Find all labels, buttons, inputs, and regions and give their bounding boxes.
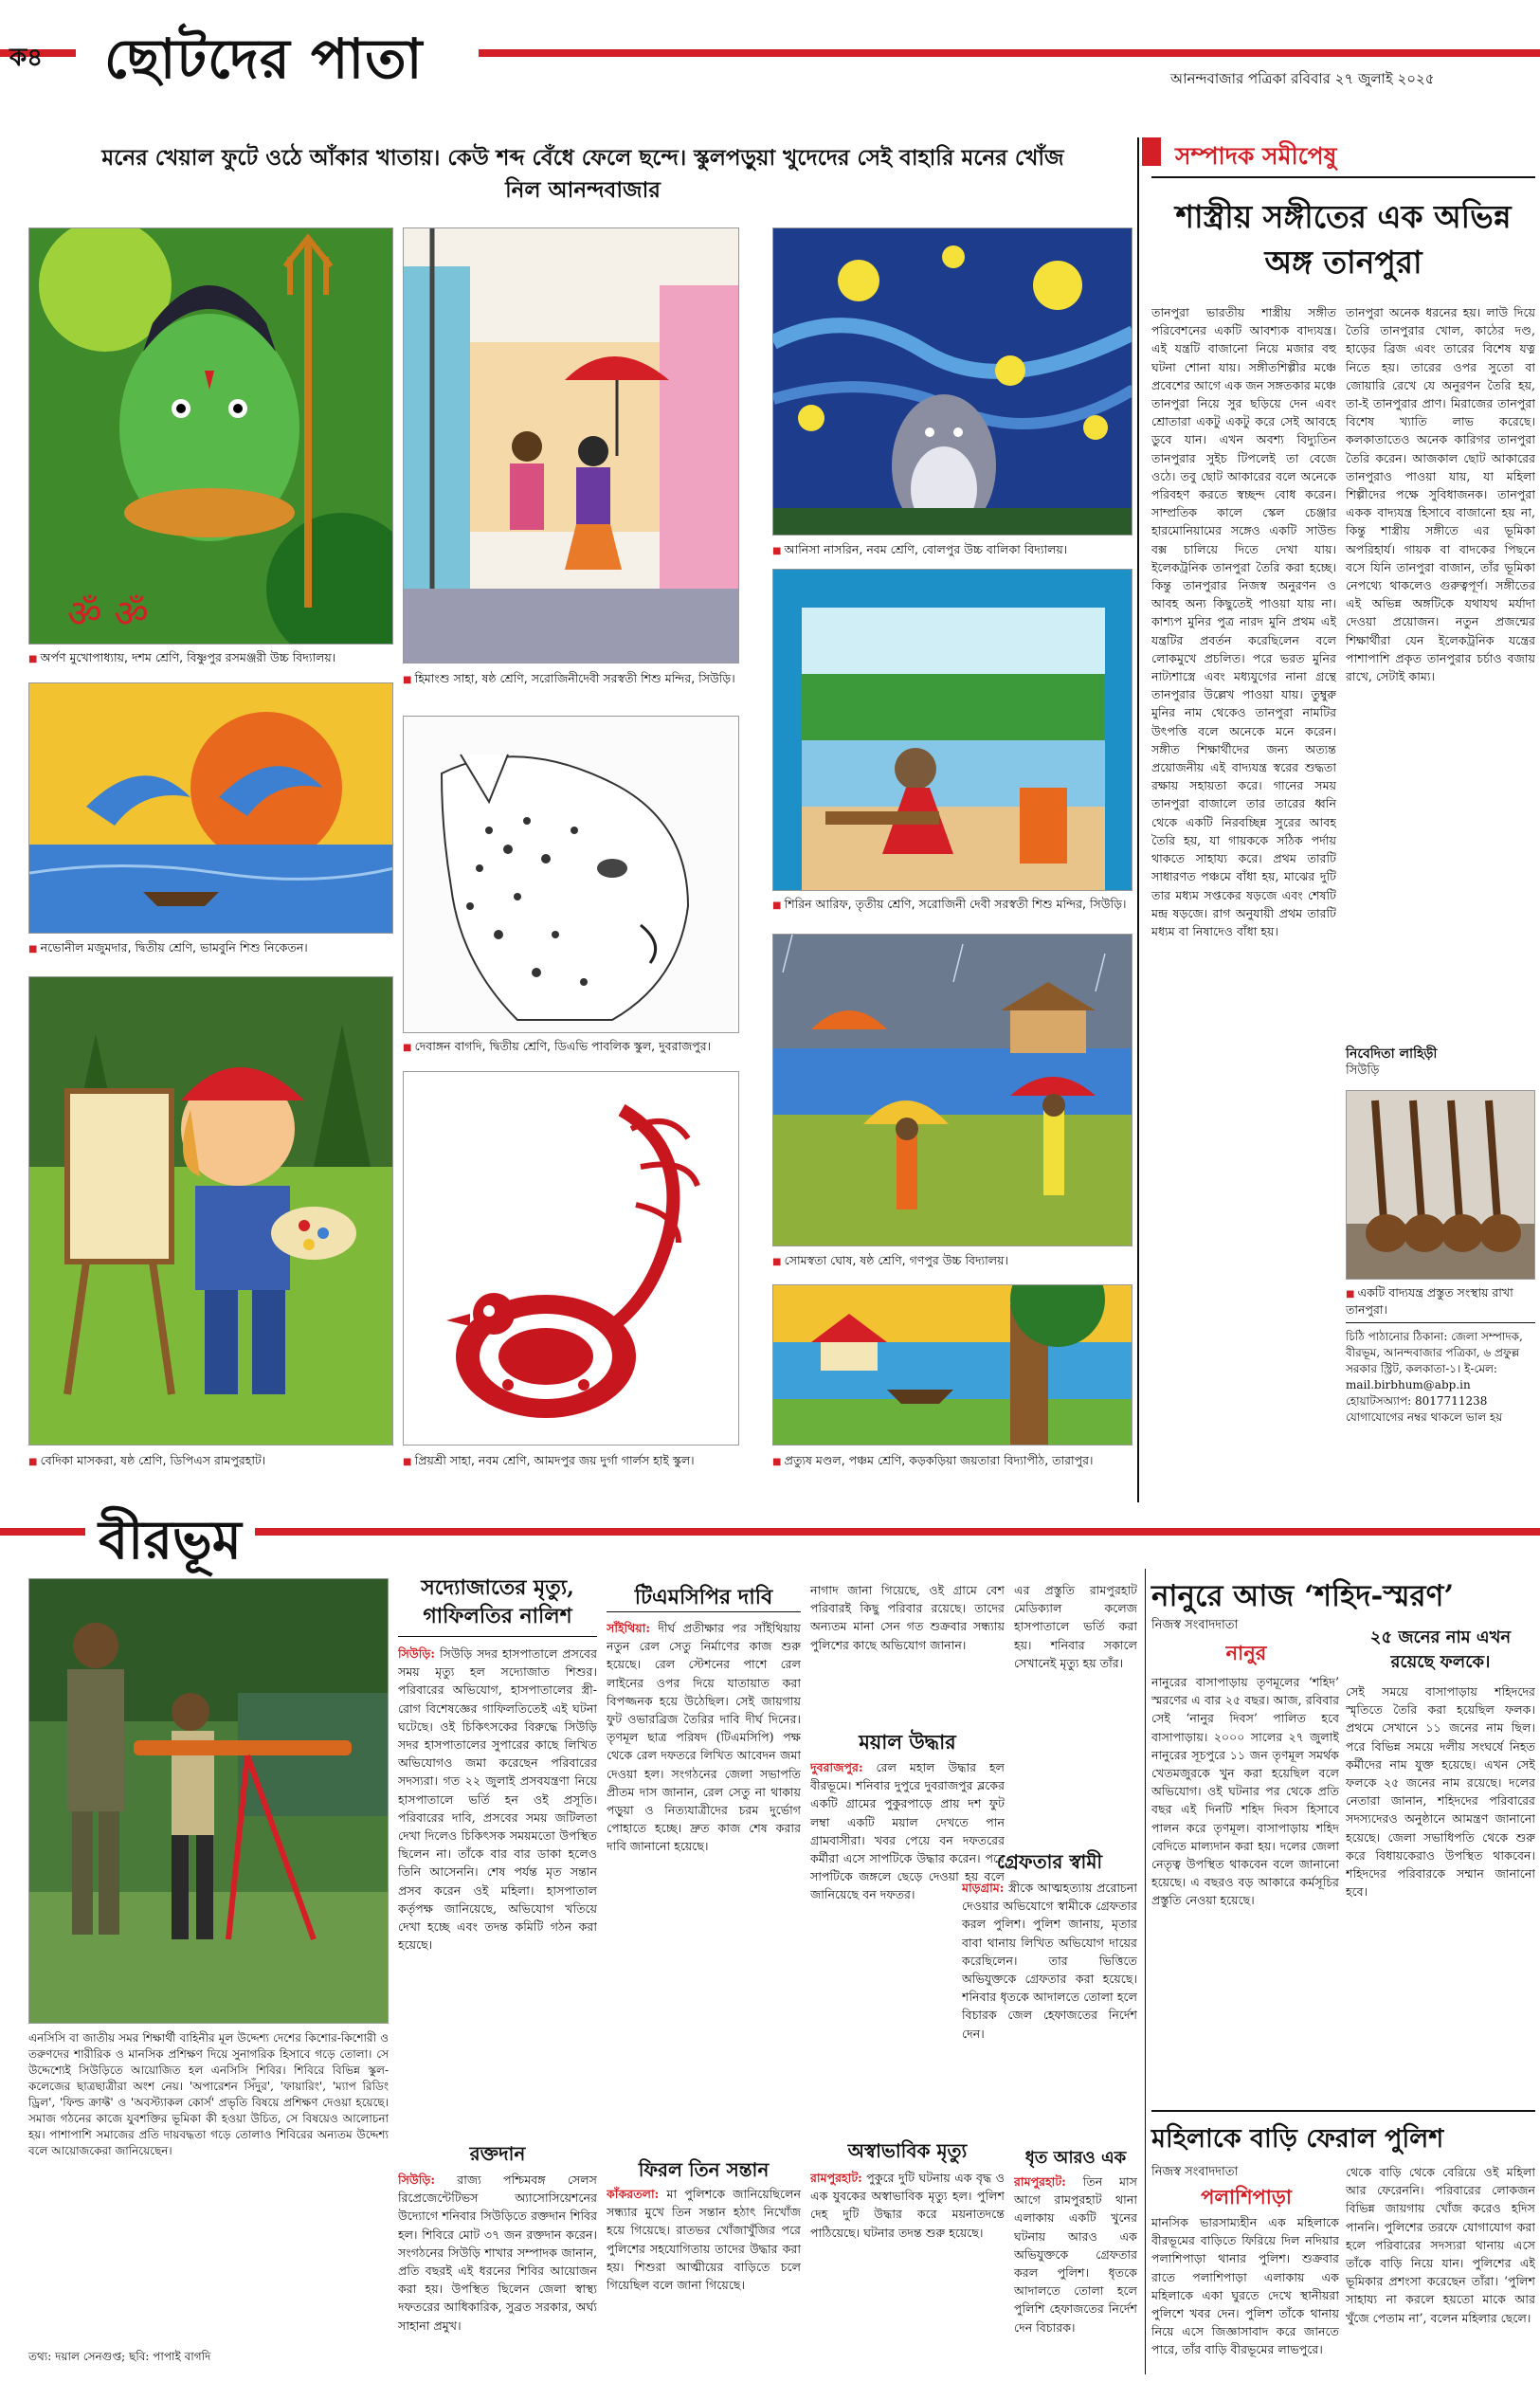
story3-place2: রামপুরহাট: (810, 2171, 862, 2185)
story6-place: পলাশিপাড়া (1201, 2185, 1292, 2209)
story5-byline: নিজস্ব সংবাদদাতা (1151, 1618, 1239, 1632)
caption-8: ■ বেদিকা মাসকরা, ষষ্ঠ শ্রেণি, ডিপিএস রামপুরহাট। (28, 1453, 393, 1470)
story1-body (398, 1645, 597, 2133)
artwork-painter-boy (28, 976, 393, 1446)
caption-9: ■ প্রিয়শ্রী সাহা, নবম শ্রেণি, আমদপুর জয় দুর্গা গার্লস হাই স্কুল। (403, 1453, 739, 1470)
section-title: বীরভূম (85, 1500, 255, 1589)
story5-body: নানুরের বাসাপাড়ায় তৃণমূলের ‘শহিদ’ স্মরণের এ বার ২৫ বছর। আজ, রবিবার সেই ‘নানুর দিবস’ পালিত হবে বাসাপাড়ায়। ২০০০ সালের ২৭ জুলাই নানুরের সূচপুরে ১১ জন তৃণমূল সমর্থক খেতমজুরকে খুন করা হয়েছিল বলে অভিযোগ। ওই ঘটনার পর থেকে প্রতি বছর এই দিনটি শহিদ দিবস হিসাবে পালন করে তৃণমূল। বাসাপাড়ায় শহিদ বেদিতে মাল্যদান করা হয়। দলের জেলা নেতৃত্ব উপস্থিত থাকবেন বলে জানানো হয়েছে। এ বছরও বড় আকারে কর্মসূচির প্রস্তুতি নেওয়া হয়েছে। (1151, 1675, 1339, 1908)
story5-divider (1145, 1569, 1146, 2374)
story2-body (607, 1619, 801, 2150)
story6-headline: মহিলাকে বাড়ি ফেরাল পুলিশ (1151, 2124, 1444, 2154)
caption-6: ■ শিরিন আরিফ, তৃতীয় শ্রেণি, সরোজিনী দেবী সরস্বতী শিশু মন্দির, সিউড়ি। (772, 897, 1132, 914)
editorial-signature-place: সিউড়ি (1346, 1064, 1380, 1078)
story4-place2: রামপুরহাট: (1014, 2174, 1066, 2189)
story5-body2: সেই সময়ে বাসাপাড়ায় শহিদদের স্মৃতিতে তৈরি করা হয়েছিল ফলক। প্রথমে সেখানে ১১ জনের নাম ছিল। পরে বিভিন্ন সময়ে দলীয় সংঘর্ষে নিহত কর্মীদের নাম যুক্ত হয়েছে। এখন সেই ফলকে ২৫ জনের নাম রয়েছে। দলের নেতারা জানান, শহিদদের পরিবারের সদস্যদেরও অনুষ্ঠানে আমন্ত্রণ জানানো হয়েছে। জেলা সভাধিপতি থেকে শুরু করে বিধায়কেরাও উপস্থিত থাকবেন। শহিদদের পরিবারকে সম্মান জানানো হবে। (1346, 1684, 1535, 1900)
caption-5: ■ দেবাঙ্গন বাগদি, দ্বিতীয় শ্রেণি, ডিএভি পাবলিক স্কুল, দুবরাজপুর। (403, 1039, 739, 1056)
caption-3: ■ আনিসা নাসরিন, নবম শ্রেণি, বোলপুর উচ্চ বালিকা বিদ্যালয়। (772, 542, 1132, 559)
story1-text: সিউড়ি সদর হাসপাতালে প্রসবের সময় মৃত্যু হল সদ্যোজাত শিশুর। পরিবারের অভিযোগ, হাসপাতালের স্ত্রী-রোগ বিশেষজ্ঞের গাফিলতিতেই এই ঘটনা ঘটেছে। ওই চিকিৎসকের বিরুদ্ধে সিউড়ি সদর হাসপাতালের সুপারের কাছে লিখিত অভিযোগও জমা করেছেন পরিবারের সদস্যরা। গত ২২ জুলাই প্রসবযন্ত্রণা নিয়ে হাসপাতালে ভর্তি হন ওই প্রসূতি। পরিবারের দাবি, প্রসবের সময় জটিলতা দেখা দিলেও চিকিৎসক সময়মতো উপস্থিত ছিলেন না। তাঁকে বার বার ডাকা হলেও তিনি আসেননি। শেষ পর্যন্ত মৃত সন্তান প্রসব করেন ওই মহিলা। হাসপাতাল কর্তৃপক্ষ জানিয়েছে, অভিযোগ খতিয়ে দেখা হচ্ছে এবং তদন্ত কমিটি গঠন করা হয়েছে। (398, 1646, 597, 1953)
ncc-caption: এনসিসি বা জাতীয় সমর শিক্ষার্থী বাহিনীর মূল উদ্দেশ্য দেশের কিশোর-কিশোরী ও তরুণদের শারীরিক ও মানসিক প্রশিক্ষণ দিয়ে সুনাগরিক হিসাবে গড়ে তোলা। সে উদ্দেশ্যেই সিউড়িতে আয়োজিত হল এনসিসি শিবির। শিবিরে বিভিন্ন স্কুল-কলেজের ছাত্রছাত্রীরা অংশ নেয়। 'অপারেশন সিঁদুর', 'ফায়ারিং', 'ম্যাপ রিডিং ড্রিল', 'ফিল্ড ক্রাফ্ট' ও 'অবস্ট্যাকল কোর্স' প্রভৃতি বিষয়ে প্রশিক্ষণ দেওয়া হয়েছে। সমাজ গঠনের কাজে যুবশক্তির ভূমিকা কী হওয়া উচিত, সে বিষয়েও আলোচনা হয়। পাশাপাশি সমাজের প্রতি দায়বদ্ধতা গড়ে তোলাও শিবিরের অন্যতম উদ্দেশ্য বলে আয়োজকেরা জানিয়েছেন। (28, 2031, 389, 2157)
tanpura-caption: ■ একটি বাদ্যযন্ত্র প্রস্তুত সংস্থায় রাখা তানপুরা। (1346, 1285, 1535, 1318)
editorial-kicker: সম্পাদক সমীপেষু (1175, 142, 1337, 170)
artwork-rain-village (772, 934, 1132, 1246)
page-number: ক৪ (9, 44, 44, 72)
intro-line-2: নিল আনন্দবাজার (505, 177, 661, 203)
editorial-headline: শাস্ত্রীয় সঙ্গীতের এক অভিন্ন অঙ্গ তানপুরা (1175, 198, 1512, 281)
story2b-text: মা পুলিশকে জানিয়েছিলেন সন্ধ্যার মুখে তিন সন্তান হঠাৎ নিখোঁজ হয়ে গিয়েছে। রাতভর খোঁজাখুঁজির পরে পুলিশের সহযোগিতায় তাদের উদ্ধার করা হয়। শিশুরা আত্মীয়ের বাড়িতে চলে গিয়েছিল বলে জানা গিয়েছে। (607, 2187, 801, 2293)
artwork-cheetah-sketch (403, 716, 739, 1033)
story3-intro: নাগাদ জানা গিয়েছে, ওই গ্রামে বেশ পরিবারই কিছু পরিবার রয়েছে। তাদের অন্যতম মানা সেন গত শুক্রবার সন্ধ্যায় পুলিশের কাছে অভিযোগ জানান। (810, 1583, 1005, 1652)
artwork-balcony-view (772, 569, 1132, 891)
story4-body (962, 1879, 1137, 2135)
editorial-signature: নিবেদিতা লাহিড়ী (1346, 1046, 1438, 1062)
dateline: আনন্দবাজার পত্রিকা রবিবার ২৭ জুলাই ২০২৫ (1170, 70, 1435, 87)
artwork-peacock-pattern (403, 1071, 739, 1446)
editorial-contact: চিঠি পাঠানোর ঠিকানা: জেলা সম্পাদক, বীরভূম, আনন্দবাজার পত্রিকা, ৬ প্রফুল্ল সরকার স্ট্রিট, কলকাতা-১। ই-মেল: mail.birbhum@abp.in হোয়াটসঅ্যাপ: 8017711238 যোগাযোগের নম্বর থাকলে ভাল হয় (1346, 1330, 1523, 1424)
story2-headline: টিএমসিপির দাবি (634, 1585, 773, 1609)
artwork-birds (28, 682, 393, 934)
editorial-body-col2: তানপুরা অনেক ধরনের হয়। লাউ দিয়ে তৈরি তানপুরার খোল, কাঠের দণ্ড, হাড়ের ব্রিজ এবং তারের বিশেষ যত্ন নিতে হয়। তারের ওপর সুতো বা জোয়ারি রেখে যে অনুরণন তৈরি হয়, তা-ই তানপুরার প্রাণ। মিরাজের তানপুরা বিশেষ খ্যাতি লাভ করেছে। কলকাতাতেও অনেক কারিগর তানপুরা তৈরি করেন। আজকাল ছোট আকারের তানপুরাও পাওয়া যায়, যা মহিলা শিল্পীদের পক্ষে সুবিধাজনক। তানপুরা একক বাদ্যযন্ত্র হিসাবে বাজানো হয় না, কিন্তু শাস্ত্রীয় সঙ্গীতে এর ভূমিকা অপরিহার্য। গায়ক বা বাদকের পিছনে বসে যিনি তানপুরা বাজান, তাঁর ভূমিকা নেপথ্যে থাকলেও গুরুত্বপূর্ণ। সঙ্গীতের এই অভিন্ন অঙ্গটিকে যথাযথ মর্যাদা দেওয়া প্রয়োজন। নতুন প্রজন্মের শিক্ষার্থীরা যেন ইলেকট্রনিক যন্ত্রের পাশাপাশি প্রকৃত তানপুরার চর্চাও বজায় রাখে, সেটাই কাম্য। (1346, 305, 1535, 684)
story2b-place: কাঁকরতলা: (607, 2187, 660, 2201)
story4-body2 (1014, 2173, 1137, 2370)
caption-1: ■ অর্পণ মুখোপাধ্যায়, দশম শ্রেণি, বিষ্ণুপুর রসমঞ্জরী উচ্চ বিদ্যালয়। (28, 650, 393, 667)
tanpura-photo (1346, 1090, 1535, 1280)
story5-headline: নানুরে আজ ‘শহিদ-স্মরণ’ (1151, 1579, 1455, 1613)
contact-rule (1346, 1322, 1535, 1323)
story4-text: স্ত্রীকে আত্মহত্যায় প্ররোচনা দেওয়ার অভিযোগে স্বামীকে গ্রেফতার করল পুলিশ। পুলিশ জানায়, মৃতার বাবা থানায় লিখিত অভিযোগ দায়ের করেছিলেন। তার ভিত্তিতে অভিযুক্তকে গ্রেফতার করা হয়েছে। শনিবার ধৃতকে আদালতে তোলা হলে বিচারক জেল হেফাজতের নির্দেশ দেন। (962, 1881, 1137, 2041)
story6-body: মানসিক ভারসাম্যহীন এক মহিলাকে বীরভূমের বাড়িতে ফিরিয়ে দিল নদিয়ার পলাশিপাড়া থানার পুলিশ। শুক্রবার রাতে পলাশিপাড়া এলাকায় এক মহিলাকে একা ঘুরতে দেখে স্থানীয়রা পুলিশে খবর দেন। পুলিশ তাঁকে থানায় নিয়ে এসে জিজ্ঞাসাবাদ করে জানতে পারে, তাঁর বাড়ি বীরভূমের লাভপুরে। (1151, 2215, 1339, 2357)
story1b-place: সিউড়ি: (398, 2173, 435, 2187)
artwork-river-tree (772, 1284, 1132, 1446)
caption-7: ■ সোমস্বতা ঘোষ, ষষ্ঠ শ্রেণি, গণপুর উচ্চ বিদ্যালয়। (772, 1253, 1132, 1270)
story6-body2: থেকে বাড়ি থেকে বেরিয়ে ওই মহিলা আর ফেরেননি। পরিবারের লোকজন বিভিন্ন জায়গায় খোঁজ করেও হদিস পাননি। পুলিশের তরফে যোগাযোগ করা হলে পরিবারের সদস্যরা থানায় এসে তাঁকে বাড়ি নিয়ে যান। পুলিশের এই ভূমিকার প্রশংসা করেছেন তাঁরা। ‘পুলিশ সাহায্য না করলে হয়তো মাকে আর খুঁজে পেতাম না’, বলেন মহিলার ছেলে। (1346, 2165, 1535, 2325)
caption-2: ■ হিমাংশু সাহা, ষষ্ঠ শ্রেণি, সরোজিনীদেবী সরস্বতী শিশু মন্দির, সিউড়ি। (403, 671, 739, 688)
story3-place: দুবরাজপুর: (810, 1760, 863, 1774)
story2-text: দীর্ঘ প্রতীক্ষার পর সাঁইথিয়ায় নতুন রেল সেতু নির্মাণের কাজ শুরু হয়েছে। রেল স্টেশনের পাশে রেল লাইনের ওপর দিয়ে যাতায়াত করা বিপজ্জনক হয়ে উঠেছিল। সেই জায়গায় ফুট ওভারব্রিজ তৈরির দাবি দীর্ঘ দিনের। তৃণমূল ছাত্র পরিষদ (টিএমসিপি) পক্ষ থেকে রেল দফতরে লিখিত আবেদন জমা দেওয়া হল। সংগঠনের জেলা সভাপতি প্রীতম দাস জানান, রেল সেতু না থাকায় পড়ুয়া ও নিত্যযাত্রীদের চরম দুর্ভোগ পোহাতে হচ্ছে। দ্রুত কাজ শেষ করার দাবি জানানো হয়েছে। (607, 1621, 801, 1854)
story4-place: মাড়গ্রাম: (962, 1881, 1005, 1895)
svg-text:ॐ ॐ: ॐ ॐ (67, 592, 149, 636)
story3-text2: পুকুরে দুটি ঘটনায় এক বৃদ্ধ ও এক যুবকের অস্বাভাবিক মৃত্যু হল। পুলিশ দেহ দুটি উদ্ধার করে ময়নাতদন্তে পাঠিয়েছে। ঘটনার তদন্ত শুরু হয়েছে। (810, 2171, 1005, 2240)
page-title: ছোটদের পাতা (104, 27, 424, 91)
story1b-headline: রক্তদান (469, 2142, 526, 2165)
story1-rule (398, 1636, 597, 1637)
story3-headline: ময়াল উদ্ধার (859, 1730, 956, 1754)
intro-line-1: মনের খেয়াল ফুটে ওঠে আঁকার খাতায়। কেউ শব্দ বেঁধে ফেলে ছন্দে। স্কুলপড়ুয়া খুদেদের সেই বাহারি মনের খোঁজ (101, 145, 1064, 171)
story2-place: সাঁইথিয়া: (607, 1621, 651, 1635)
story4-headline2: ধৃত আরও এক (1024, 2148, 1127, 2168)
intro-text (28, 142, 1137, 207)
story1-place: সিউড়ি: (398, 1646, 435, 1661)
story2-rule (607, 1611, 801, 1612)
caption-4: ■ নভোনীল মজুমদার, দ্বিতীয় শ্রেণি, ভামবুনি শিশু নিকেতন। (28, 940, 393, 957)
story3-body2 (810, 2169, 1005, 2370)
column-divider (1137, 137, 1139, 1502)
caption-10: ■ প্রত্যুষ মণ্ডল, পঞ্চম শ্রেণি, কড়কড়িয়া জয়তারা বিদ্যাপীঠ, তারাপুর। (772, 1453, 1132, 1470)
story4-headline: গ্রেফতার স্বামী (996, 1850, 1103, 1873)
story5-sub: ২৫ জনের নাম এখন রয়েছে ফলকে। (1369, 1627, 1512, 1672)
header-red-bar-right (479, 49, 1540, 57)
story5-place: নানুর (1225, 1641, 1267, 1664)
story6-rule (1151, 2110, 1535, 2112)
story1b-text: রাজ্য পশ্চিমবঙ্গ সেলস রিপ্রেজেন্টেটিভস অ্যাসোসিয়েশনের উদ্যোগে শনিবার সিউড়িতে রক্তদান শিবির হল। শিবিরে মোট ৩৭ জন রক্তদান করেন। সংগঠনের সিউড়ি শাখার সম্পাদক জানান, প্রতি বছরই এই ধরনের শিবির আয়োজন করা হয়। উপস্থিত ছিলেন জেলা স্বাস্থ্য দফতরের আধিকারিক, সুব্রত সরকার, অর্ঘ্য সাহানা প্রমুখ। (398, 2173, 597, 2333)
story1b-body (398, 2171, 597, 2370)
story3-text: রেল মহাল উদ্ধার হল বীরভূমে। শনিবার দুপুরে দুবরাজপুর ব্লকের একটি গ্রামের পুকুরপাড়ে প্রায় দশ ফুট লম্বা একটি ময়াল দেখতে পান গ্রামবাসীরা। খবর পেয়ে বন দফতরের কর্মীরা এসে সাপটিকে উদ্ধার করেন। পরে সাপটিকে জঙ্গলে ছেড়ে দেওয়া হয় বলে জানিয়েছে বন দফতর। (810, 1760, 1005, 1902)
story4-text2: তিন মাস আগে রামপুরহাট থানা এলাকায় একটি খুনের ঘটনায় আরও এক অভিযুক্তকে গ্রেফতার করল পুলিশ। ধৃতকে আদালতে তোলা হলে পুলিশি হেফাজতের নির্দেশ দেন বিচারক। (1014, 2174, 1137, 2335)
editorial-kicker-rule (1151, 176, 1535, 178)
artwork-shiva (28, 227, 393, 645)
story2b-headline: ফিরল তিন সন্তান (638, 2158, 770, 2181)
story3-headline2: অস্বাভাবিক মৃত্যু (847, 2139, 968, 2162)
story1-headline: সদ্যোজাতের মৃত্যু, গাফিলতির নালিশ (421, 1575, 574, 1628)
ncc-credit: তথ্য: দয়াল সেনগুপ্ত; ছবি: পাপাই বাগদি (28, 2350, 211, 2363)
editorial-body-col1: তানপুরা ভারতীয় শাস্ত্রীয় সঙ্গীত পরিবেশনের একটি আবশ্যক বাদ্যযন্ত্র। এই যন্ত্রটি বাজানো নিয়ে মজার বহু ঘটনা শোনা যায়। সঙ্গীতশিল্পীর মঞ্চে প্রবেশের আগে এক জন সঙ্গতকার মঞ্চে তানপুরা নিয়ে সুর ছড়িয়ে দেন এবং শ্রোতারা একটু একটু করে সেই আবহে ডুবে যান। এখন অবশ্য বিদ্যুতিন তানপুরার সুইচ টিপলেই তা বেজে ওঠে। তবু ছোট আকারের বলে অনেকে পরিবহণ করতে স্বচ্ছন্দ বোধ করেন। সাম্প্রতিক কালে স্কেল চেঞ্জার হারমোনিয়ামের সঙ্গেও একটি সাউন্ড বক্স চালিয়ে দিতে দেখা যায়। ইলেকট্রনিক তানপুরা তৈরি করা হচ্ছে। কিন্তু তানপুরার নিজস্ব অনুরণন ও আবহ অন্য কিছুতেই পাওয়া যায় না। কাশ্যপ মুনির পুত্র নারদ মুনি প্রথম এই যন্ত্রটির প্রবর্তন করেছিলেন বলে লোকমুখে প্রচলিত। পরে ভরত মুনির নাট্যশাস্ত্রে এবং মধ্যযুগের নানা গ্রন্থে তানপুরার উল্লেখ পাওয়া যায়। তুম্বুরু মুনির নাম থেকেও তানপুরা নামটির উৎপত্তি বলে অনেকে মনে করেন। সঙ্গীত শিক্ষার্থীদের জন্য অত্যন্ত প্রয়োজনীয় এই বাদ্যযন্ত্র স্বরের শুদ্ধতা রক্ষায় সহায়তা করে। গানের সময় তানপুরা বাজালে তার তারের ধ্বনি থেকে একটি নিরবচ্ছিন্ন সুরের আবহ তৈরি হয়, যা গায়ককে সঠিক পর্দায় থাকতে সাহায্য করে। প্রথম তারটি সাধারণত পঞ্চমে বাঁধা হয়, মাঝের দুটি তার মধ্যম সপ্তকের ষড়জে এবং শেষটি মন্দ্র ষড়জে। রাগ অনুযায়ী প্রথম তারটি মধ্যম বা নিষাদেও বাঁধা হয়। (1151, 305, 1336, 938)
artwork-starry-night (772, 227, 1132, 536)
artwork-rainy-street (403, 227, 739, 664)
editorial-marker (1142, 137, 1161, 166)
story4-intro: এর প্রস্তুতি রামপুরহাট মেডিক্যাল কলেজ হাসপাতালে ভর্তি করা হয়। শনিবার সকালে সেখানেই মৃত্যু হয় তাঁর। (1014, 1583, 1137, 1670)
story6-byline: নিজস্ব সংবাদদাতা (1151, 2165, 1239, 2179)
story2b-body (607, 2185, 801, 2370)
ncc-photo (28, 1578, 389, 2024)
